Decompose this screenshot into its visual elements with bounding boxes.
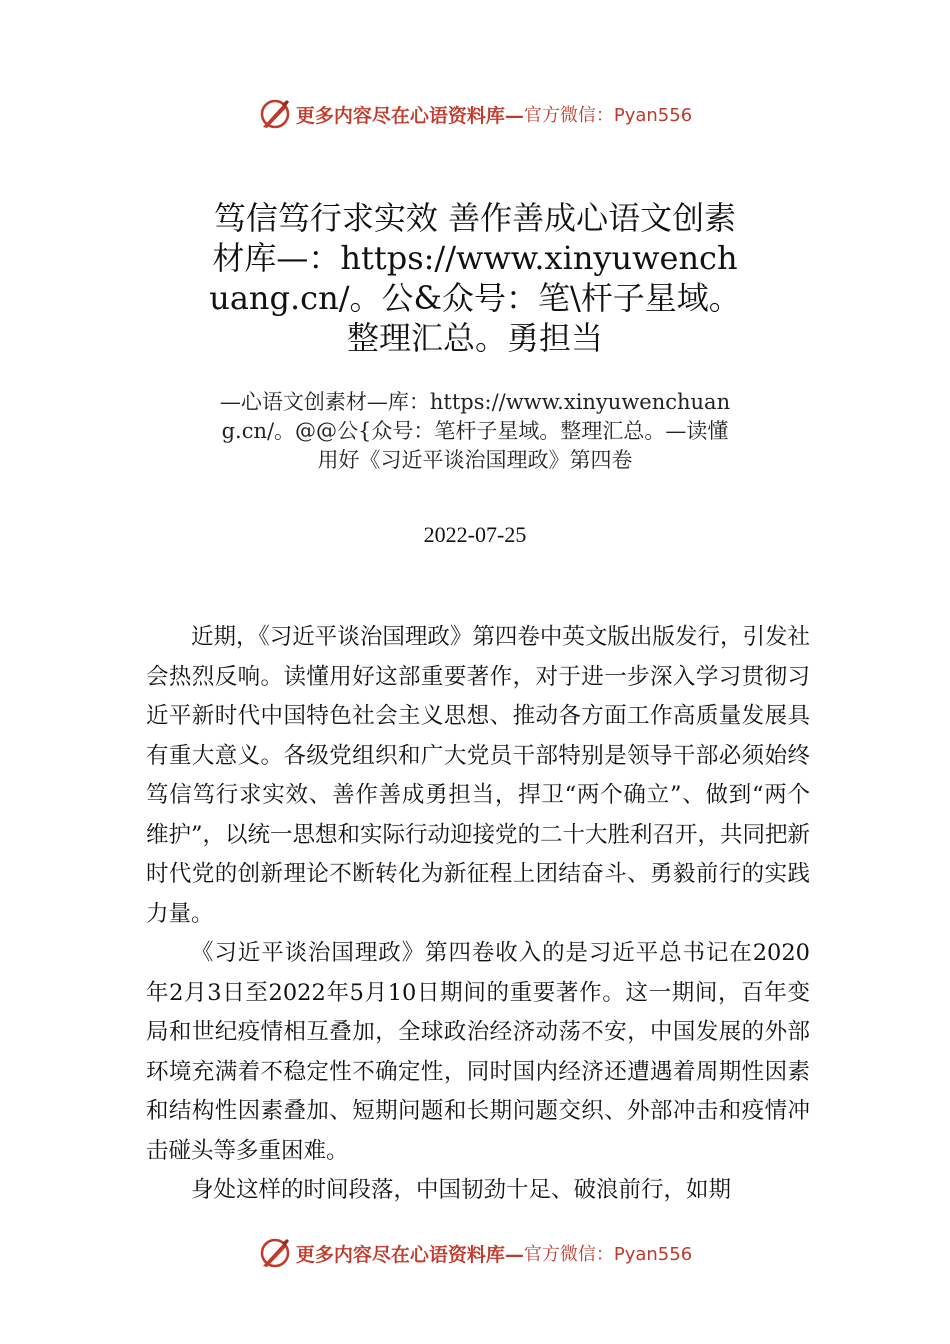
article-body <box>146 618 810 1211</box>
banner-wechat-text: 官方微信：Pyan556 <box>523 105 693 126</box>
footer-banner <box>0 1233 950 1273</box>
body-paragraph: 近期，《习近平谈治国理政》第四卷中英文版出版发行，引发社会热烈反响。读懂用好这部重要著作，对于进一步深入学习贯彻习近平新时代中国特色社会主义思想、推动各方面工作高质量发展具有重大意义。各级党组织和广大党员干部特别是领导干部必须始终笃信笃行求实效、善作善成勇担当，捍卫“两个确立”、做到“两个维护”，以统一思想和实际行动迎接党的二十大胜利召开，共同把新时代党的创新理论不断转化为新征程上团结奋斗、勇毅前行的实践力量。 <box>146 624 811 927</box>
page-title: 笃信笃行求实效 善作善成心语文创素材库—：https://www.xinyuwenchuang.cn/。公&众号：笔\杆子星域。整理汇总。勇担当 <box>209 199 741 357</box>
publish-date: 2022-07-25 <box>423 522 527 547</box>
banner-wechat-text: 官方微信：Pyan556 <box>523 1244 693 1265</box>
pen-logo-icon <box>258 97 292 131</box>
banner-main-text: 更多内容尽在心语资料库— <box>295 104 524 127</box>
body-paragraph: 《习近平谈治国理政》第四卷收入的是习近平总书记在2020年2月3日至2022年5月10日期间的重要著作。这一期间，百年变局和世纪疫情相互叠加，全球政治经济动荡不安，中国发展的外部环境充满着不稳定性不确定性，同时国内经济还遭遇着周期性因素和结构性因素叠加、短期问题和长期问题交织、外部冲击和疫情冲击碰头等多重困难。 <box>146 940 810 1164</box>
article-subtitle: —心语文创素材—库：https://www.xinyuwenchuang.cn/。@@公{众号：笔杆子星域。整理汇总。—读懂用好《习近平谈治国理政》第四卷 <box>219 390 731 472</box>
pen-logo-icon <box>258 1236 292 1270</box>
banner-main-text: 更多内容尽在心语资料库— <box>295 1243 524 1266</box>
body-paragraph: 身处这样的时间段落，中国韧劲十足、破浪前行，如期 <box>191 1177 732 1203</box>
header-banner <box>0 94 950 134</box>
